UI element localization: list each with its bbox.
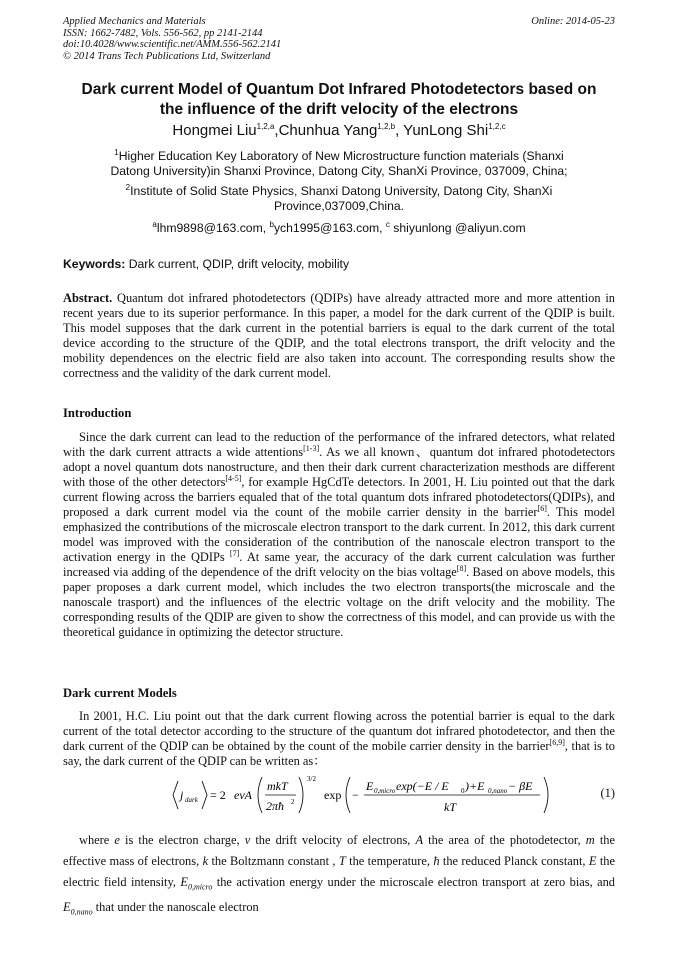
- abstract-label: Abstract.: [63, 291, 113, 305]
- right-angle-bracket: [202, 781, 207, 809]
- eq-j: j: [180, 788, 184, 802]
- aff2-line-2: Province,037009,China.: [273, 199, 405, 213]
- where-text: the effective mass of electrons,: [63, 833, 615, 868]
- var-e0-micro-sub: 0,micro: [187, 882, 213, 892]
- eq-equals: = 2: [210, 788, 226, 802]
- abstract-text: Quantum dot infrared photodetectors (QDIPs) have already attracted more and more attention in recent years due to its superior performance. In this paper, a model for the dark current of the QDIP is built. This model supposes that the dark current in the potential barriers is equal to the dark current of the total device according to the structure of the QDIP, and the total electrons transport, the drift velocity and the mobility dependences on the electric field are also taken into account. The corresponding results show the correctness and the validity of the dark current model.: [63, 291, 615, 380]
- aff2-line-1: Institute of Solid State Physics, Shanxi Datong University, Datong City, ShanXi: [130, 184, 553, 198]
- citation[interactable]: [7]: [229, 548, 240, 558]
- where-text: the Boltzmann constant ,: [208, 854, 339, 868]
- abstract: [63, 291, 615, 381]
- eq-kt: kT: [444, 800, 456, 814]
- right-paren: [299, 777, 303, 813]
- intro-text-1: Since the dark current can lead to the reduction of the performance of the infrared detectors, what related with the dark current attracts a wide attentions: [63, 430, 615, 459]
- journal-header: [63, 16, 615, 62]
- dc-text-1: In 2001, H.C. Liu point out that the dark current flowing across the potential barrier is equal to the dark current of the total detector according to the structure of the quantum dot infrared photodetector, and then the dark current of the QDIP can be obtained by the count of the mobile carrier density in the barrier: [63, 709, 615, 753]
- var-e0-micro: E: [180, 875, 188, 889]
- aff1-line-2: Datong University)in Shanxi Province, Datong City, ShanXi Province, 037009, China;: [110, 164, 568, 178]
- dark-current-paragraph: [63, 709, 615, 769]
- eq-tail: − βE: [508, 779, 533, 793]
- where-text: the electric field intensity,: [63, 854, 616, 889]
- var-v: v: [244, 833, 251, 847]
- author-list: [40, 122, 638, 139]
- introduction-paragraph: [63, 430, 615, 640]
- citation[interactable]: [6,9]: [549, 737, 565, 747]
- eq-power: 3/2: [307, 775, 316, 783]
- where-text: the temperature,: [345, 854, 434, 868]
- keywords: [63, 257, 349, 271]
- online-date: Online: 2014-05-23: [531, 16, 615, 27]
- citation[interactable]: [8]: [456, 563, 467, 573]
- section-heading-introduction: Introduction: [63, 406, 132, 420]
- doi: doi:10.4028/www.scientific.net/AMM.556-562.2141: [63, 39, 282, 50]
- where-text: is the electron charge,: [119, 833, 245, 847]
- where-text: the reduced Planck constant,: [439, 854, 589, 868]
- intro-text-3: , for example HgCdTe detectors. In 2001, H. Liu pointed out that the dark current flowing across the barriers equaled that of the total quantum dots infrared photodetectors(QDIPs), and proposed a dark current model via the count of the mobile carrier density in the barrier: [63, 475, 615, 519]
- var-t: T: [338, 854, 346, 868]
- eq-mid: exp(−E / E: [396, 779, 449, 793]
- where-text: where: [79, 833, 115, 847]
- where-text: the area of the photodetector,: [423, 833, 586, 847]
- intro-text-6: . Based on above models, this paper proposes a dark current model, which includes the two electron transports(the microscale and the nanoscale trasport) and the influences of the electric voltage on the drift velocity and the mobility. The corresponding results of the QDIP are given to show the correctness of this model, and can provide us with the theoretical guidance in optimizing the detector structure.: [63, 565, 615, 639]
- eq-minus: −: [352, 788, 359, 802]
- eq-den: 2πħ: [266, 799, 285, 813]
- eq-sub-0: 0: [461, 787, 465, 795]
- citation[interactable]: [1-3]: [303, 443, 320, 453]
- eq-e0: E: [366, 779, 374, 793]
- author-3-affil: 1,2,c: [488, 122, 506, 131]
- author-3: , YunLong Shi: [395, 122, 489, 139]
- author-1: Hongmei Liu: [172, 122, 257, 139]
- eq-j-sub: dark: [185, 796, 198, 804]
- var-e: e: [114, 833, 120, 847]
- section-heading-dark-current-models: Dark current Models: [63, 686, 177, 700]
- eq-mid2: )+E: [465, 779, 485, 793]
- keywords-text: Dark current, QDIP, drift velocity, mobility: [125, 257, 350, 271]
- var-hbar: ħ: [433, 854, 440, 868]
- var-a: A: [415, 833, 424, 847]
- equation-1: [170, 773, 615, 819]
- where-text: that under the nanoscale electron: [92, 900, 259, 915]
- author-2: ,Chunhua Yang: [274, 122, 378, 139]
- intro-text-4: . This model emphasized the contributions of the microscale electron transport to the dark current. In 2012, this dark current model was improved with the consideration of the contribution of the nanoscale electron transport to the activation energy in the QDIPs: [63, 505, 615, 564]
- citation[interactable]: [4-5]: [225, 473, 242, 483]
- where-text: the drift velocity of electrons,: [250, 833, 416, 847]
- left-paren-2: [346, 777, 350, 813]
- eq-eva: evA: [234, 788, 252, 802]
- journal-name: Applied Mechanics and Materials: [63, 16, 206, 27]
- eq-exp: exp: [324, 788, 342, 802]
- aff2-mark: 2: [125, 182, 131, 192]
- copyright: © 2014 Trans Tech Publications Ltd, Switzerland: [63, 50, 271, 62]
- affiliation-2: [70, 184, 608, 214]
- email-a-mark: a: [152, 219, 157, 229]
- intro-text-2: . As we all known、quantum dot infrared photodetectors adopt a novel quantum dots nanostructure, and then their dark current characterization mesthods are different with those of the other detectors: [63, 445, 615, 489]
- email-a[interactable]: lhm9898@163.com,: [156, 221, 270, 235]
- title-line-1: Dark current Model of Quantum Dot Infrared Photodetectors based on: [81, 81, 597, 98]
- eq-sub-nano: 0,nano: [488, 787, 508, 795]
- email-c[interactable]: shiyunlong @aliyun.com: [389, 221, 526, 235]
- right-paren-2: [544, 777, 548, 813]
- var-k: k: [202, 854, 209, 868]
- affiliation-1: [70, 149, 608, 179]
- left-angle-bracket: [173, 781, 178, 809]
- email-b-mark: b: [269, 219, 274, 229]
- issn: ISSN: 1662-7482, Vols. 556-562, pp 2141-2144: [63, 27, 263, 39]
- eq-num: mkT: [267, 779, 288, 793]
- dc-text-2: , that is to say, the dark current of the QDIP can be written as：: [63, 739, 615, 768]
- author-2-affil: 1,2,b: [377, 122, 396, 131]
- var-e0-nano: E: [63, 900, 71, 915]
- title-line-2: the influence of the drift velocity of the electrons: [159, 101, 519, 118]
- left-paren: [258, 777, 262, 813]
- author-1-affil: 1,2,a: [256, 122, 275, 131]
- where-text: the activation energy under the microscale electron transport at zero bias, and: [212, 875, 616, 889]
- eq-sub-micro: 0,micro: [374, 787, 396, 795]
- aff1-mark: 1: [114, 147, 119, 157]
- paper-title: [40, 80, 638, 120]
- var-e-field: E: [588, 854, 597, 868]
- email-b[interactable]: ych1995@163.com,: [273, 221, 386, 235]
- keywords-label: Keywords:: [63, 257, 126, 271]
- email-c-mark: c: [385, 219, 390, 229]
- eq-den-exp: 2: [291, 798, 295, 806]
- intro-text-5: . At same year, the accuracy of the dark current calculation was further increased via adding of the dependence of the drift velocity on the bias voltage: [63, 550, 615, 579]
- author-emails: [40, 221, 638, 235]
- var-m: m: [585, 833, 595, 847]
- variable-definitions: [63, 830, 615, 923]
- equation-number: (1): [600, 786, 615, 800]
- aff1-line-1: Higher Education Key Laboratory of New Microstructure function materials (Shanxi: [118, 149, 564, 163]
- citation[interactable]: [6]: [537, 503, 547, 513]
- var-e0-nano-sub: 0,nano: [70, 907, 93, 917]
